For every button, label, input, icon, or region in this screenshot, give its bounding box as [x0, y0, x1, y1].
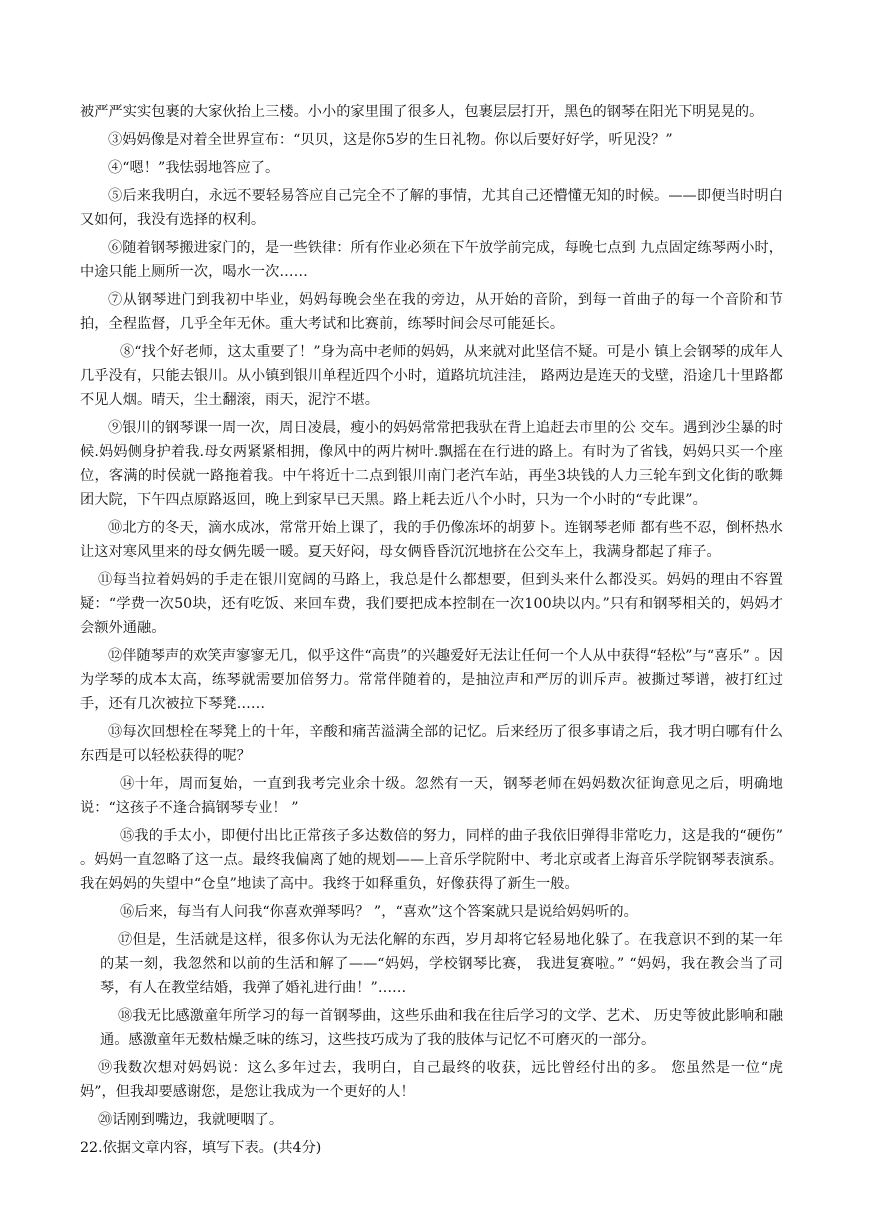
paragraph-14: ⑭十年，周而复始，一直到我考完业余十级。忽然有一天，钢琴老师在妈妈数次征询意见之后，明确地说：“这孩子不逢合搞钢琴专业！ ” — [80, 776, 783, 816]
paragraph-6: ⑥随着钢琴搬进家门的，是一些铁律：所有作业必须在下午放学前完成，每晚七点到 九点固定练琴两小时，中途只能上厕所一次，喝水一次…… — [80, 240, 783, 280]
paragraph-17: ⑰但是，生活就是这样，很多你认为无法化解的东西，岁月却将它轻易地化躲了。在我意识不到的某一年的某一刻，我忽然和以前的生活和解了——“妈妈，学校钢琴比赛， 我进复赛啦。” “妈妈，我在教会当了司琴，有人在教堂结婚，我弹了婚礼进行曲！”…… — [100, 932, 783, 996]
paragraph-7: ⑦从钢琴进门到我初中毕业，妈妈每晚会坐在我的旁边，从开始的音阶，到每一首曲子的每一个音阶和节拍，全程监督，几乎全年无休。重大考试和比赛前，练琴时间会尽可能延长。 — [80, 292, 783, 332]
paragraph-15: ⑮我的手太小，即便付出比正常孩子多达数倍的努力，同样的曲子我依旧弹得非常吃力，这是我的“硬伤” 。妈妈一直忽略了这一点。最终我偏离了她的规划——上音乐学院附中、考北京或者上海音乐学院钢琴表演系。我在妈妈的失望中“仓皇”地读了高中。我终于如释重负，好像获得了新生一般。 — [80, 828, 783, 892]
question-22: 22.依据文章内容，填写下表。(共4分) — [80, 1140, 322, 1156]
paragraph-19: ⑲我数次想对妈妈说：这么多年过去，我明白，自己最终的收获，远比曾经付出的多。 您虽然是一位“虎妈”，但我却要感谢您，是您让我成为一个更好的人！ — [80, 1060, 783, 1100]
paragraph-12: ⑫伴随琴声的欢笑声寥寥无几，似乎这件“高贵”的兴趣爱好无法让任何一个人从中获得“轻松”与“喜乐” 。因为学琴的成本太高，练琴就需要加倍努力。常常伴随着的，是抽泣声和严厉的训斥声。被撕过琴谱，被打红过手，还有几次被拉下琴凳…… — [80, 648, 783, 712]
paragraph-11: ⑪每当拉着妈妈的手走在银川宽阔的马路上，我总是什么都想要，但到头来什么都没买。妈妈的理由不容置疑：“学费一次50块，还有吃饭、来回车费，我们要把成本控制在一次100块以内。”只有和钢琴相关的，妈妈才会额外通融。 — [80, 572, 783, 636]
paragraph-20: ⑳话刚到嘴边，我就哽咽了。 — [98, 1112, 284, 1128]
paragraph-8: ⑧“找个好老师，这太重要了！”身为高中老师的妈妈，从来就对此坚信不疑。可是小 镇上会钢琴的成年人几乎没有，只能去银川。从小镇到银川单程近四个小时，道路坑坑洼洼， 路两边是连天的戈壁，沿途几十里路都不见人烟。晴天，尘土翻滚，雨天，泥泞不堪。 — [80, 344, 783, 408]
paragraph-continuation: 被严严实实包裹的大家伙抬上三楼。小小的家里围了很多人，包裹层层打开，黑色的钢琴在阳光下明晃晃的。 — [80, 104, 764, 120]
paragraph-18: ⑱我无比感激童年所学习的每一首钢琴曲，这些乐曲和我在往后学习的文学、艺术、 历史等彼此影响和融通。感激童年无数枯燥乏味的练习，这些技巧成为了我的肢体与记忆不可磨灭的一部分。 — [100, 1008, 783, 1048]
paragraph-3: ③妈妈像是对着全世界宣布：“贝贝，这是你5岁的生日礼物。你以后要好好学，听见没？” — [108, 132, 673, 148]
paragraph-9: ⑨银川的钢琴课一周一次，周日凌晨，瘦小的妈妈常常把我驮在背上追赶去市里的公 交车。遇到沙尘暴的时候.妈妈侧身护着我.母女两紧紧相拥，像风中的两片树叶.飘摇在在行进的路上。有时为了省钱，妈妈只买一个座位，客满的时侯就一路拖着我。中午将近十二点到银川南门老汽车站，再坐3块钱的人力三轮车到文化街的歌舞团大院，下午四点原路返回，晚上到家早已天黑。路上耗去近八个小时，只为一个小时的“专此课”。 — [80, 420, 783, 508]
paragraph-16: ⑯后来，每当有人问我“你喜欢弹琴吗？ ”，“喜欢”这个答案就只是说给妈妈听的。 — [120, 904, 638, 920]
paragraph-10: ⑩北方的冬天，滴水成冰，常常开始上课了，我的手仍像冻坏的胡萝卜。连钢琴老师 都有些不忍，倒杯热水让这对寒风里来的母女俩先暖一暖。夏天好闷，母女俩昏昏沉沉地挤在公交车上，我满身都起了痱子。 — [80, 520, 783, 560]
paragraph-13: ⑬每次回想栓在琴凳上的十年，辛酸和痛苦溢满全部的记忆。后来经历了很多事请之后，我才明白哪有什么东西是可以轻松获得的呢？ — [80, 724, 783, 764]
paragraph-4: ④“嗯！”我怯弱地答应了。 — [108, 160, 280, 176]
paragraph-5: ⑤后来我明白，永远不要轻易答应自己完全不了解的事情，尤其自己还懵懂无知的时候。——即便当时明白又如何，我没有选择的权利。 — [80, 188, 783, 228]
